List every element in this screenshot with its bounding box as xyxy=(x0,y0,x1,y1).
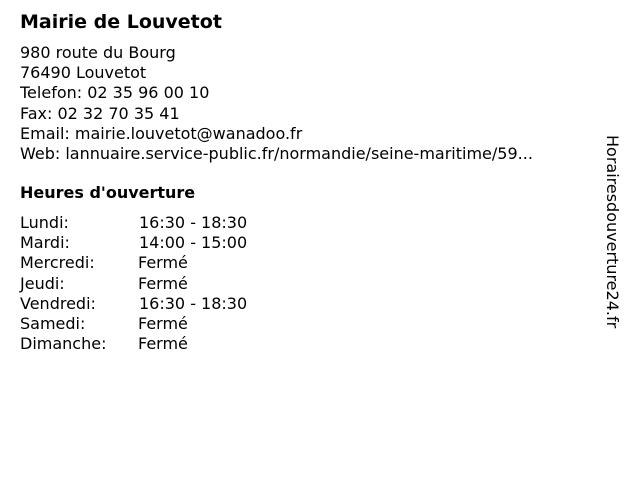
hours-value: Fermé xyxy=(138,253,188,273)
day-label: Jeudi: xyxy=(20,273,65,293)
day-label: Samedi: xyxy=(20,313,86,333)
contact-info xyxy=(20,43,533,164)
hours-value: Fermé xyxy=(138,313,188,333)
opening-hours-heading: Heures d'ouverture xyxy=(20,183,196,202)
hours-value: 14:00 - 15:00 xyxy=(139,233,248,253)
hours-value: 16:30 - 18:30 xyxy=(139,293,248,313)
day-label: Mardi: xyxy=(20,233,70,253)
day-label: Vendredi: xyxy=(20,293,96,313)
hours-value: Fermé xyxy=(138,273,188,293)
page-title: Mairie de Louvetot xyxy=(20,11,222,33)
day-label: Dimanche: xyxy=(20,334,107,354)
fax-number: Fax: 02 32 70 35 41 xyxy=(20,103,180,123)
phone-number: Telefon: 02 35 96 00 10 xyxy=(20,83,210,103)
day-label: Mercredi: xyxy=(20,253,95,273)
address-street: 980 route du Bourg xyxy=(20,43,176,62)
hours-value: Fermé xyxy=(138,334,188,354)
address-city: 76490 Louvetot xyxy=(20,63,147,83)
website-link[interactable]: Web: lannuaire.service-public.fr/normandie/seine-maritime/59... xyxy=(20,143,533,163)
hours-value: 16:30 - 18:30 xyxy=(139,213,248,232)
email-address: Email: mairie.louvetot@wanadoo.fr xyxy=(20,123,303,143)
site-watermark: Horairesdouverture24.fr xyxy=(603,135,622,329)
day-label: Lundi: xyxy=(20,213,69,232)
